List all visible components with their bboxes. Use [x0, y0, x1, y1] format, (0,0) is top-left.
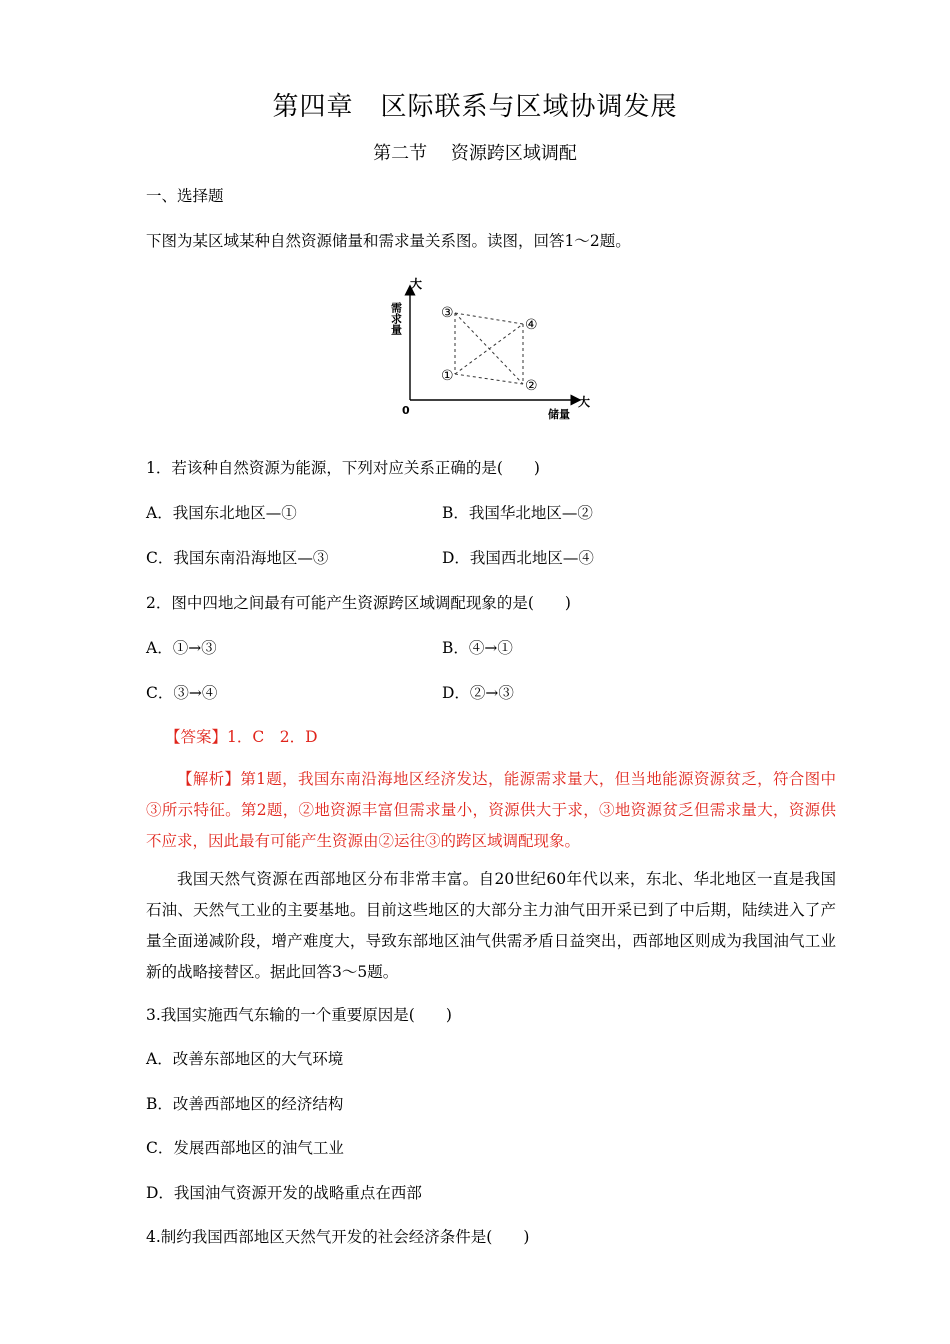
- q2-option-a: A．①→③: [146, 639, 217, 657]
- q3-option-c: C．发展西部地区的油气工业: [146, 1139, 344, 1157]
- resource-demand-figure: [380, 276, 600, 426]
- q3-stem: 3.我国实施西气东输的一个重要原因是( ): [146, 1006, 452, 1024]
- q1-option-b: B．我国华北地区—②: [442, 504, 593, 522]
- section-heading: 一、选择题: [146, 187, 224, 205]
- section-title: 第二节 资源跨区域调配: [373, 143, 577, 164]
- q3-option-b: B．改善西部地区的经济结构: [146, 1095, 344, 1113]
- answer-label: 【答案】: [165, 728, 228, 746]
- point-4: ④: [525, 317, 538, 333]
- question-intro: 下图为某区域某种自然资源储量和需求量关系图。读图，回答1～2题。: [146, 232, 631, 250]
- point-1: ①: [441, 368, 454, 384]
- x-axis-end-label: 大: [578, 395, 591, 409]
- q2-option-c: C．③→④: [146, 684, 218, 702]
- reading-passage: 我国天然气资源在西部地区分布非常丰富。自20世纪60年代以来，东北、华北地区一直是我国石油、天然气工业的主要基地。目前这些地区的大部分主力油气田开采已到了中后期，陆续进入了产量全面递减阶段，增产难度大，导致东部地区油气供需矛盾日益突出，西部地区则成为我国油气工业新的战略接替区。据此回答3～5题。: [146, 870, 836, 981]
- q2-stem: 2．图中四地之间最有可能产生资源跨区域调配现象的是( ): [146, 594, 571, 612]
- answer-text: 1．C 2．D: [227, 728, 318, 746]
- q3-option-a: A．改善东部地区的大气环境: [146, 1050, 344, 1068]
- q1-option-a: A．我国东北地区—①: [146, 504, 297, 522]
- point-2: ②: [525, 378, 538, 394]
- q1-option-d: D．我国西北地区—④: [442, 549, 594, 567]
- point-3: ③: [441, 305, 454, 321]
- analysis-label: 【解析】: [177, 770, 241, 788]
- origin-label: 0: [402, 404, 410, 417]
- dashed-connections: [455, 313, 523, 384]
- q4-stem: 4.制约我国西部地区天然气开发的社会经济条件是( ): [146, 1228, 530, 1246]
- y-axis-end-label: 大: [410, 277, 423, 291]
- y-axis-label: 需求量: [389, 302, 403, 335]
- q3-option-d: D．我国油气资源开发的战略重点在西部: [146, 1184, 422, 1202]
- answer-line: [165, 725, 318, 747]
- q1-option-c: C．我国东南沿海地区—③: [146, 549, 329, 567]
- x-axis-label: 储量: [548, 408, 570, 421]
- q2-option-d: D．②→③: [442, 684, 514, 702]
- q2-option-b: B．④→①: [442, 639, 513, 657]
- q1-stem: 1．若该种自然资源为能源，下列对应关系正确的是( ): [146, 459, 540, 477]
- chapter-title: 第四章 区际联系与区域协调发展: [272, 92, 678, 122]
- analysis-text: 第1题，我国东南沿海地区经济发达，能源需求量大，但当地能源资源贫乏，符合图中③所示特征。第2题，②地资源丰富但需求量小，资源供大于求，③地资源贫乏但需求量大，资源供不应求，因此最有可能产生资源由②运往③的跨区域调配现象。: [146, 770, 836, 850]
- analysis-paragraph: [146, 764, 836, 857]
